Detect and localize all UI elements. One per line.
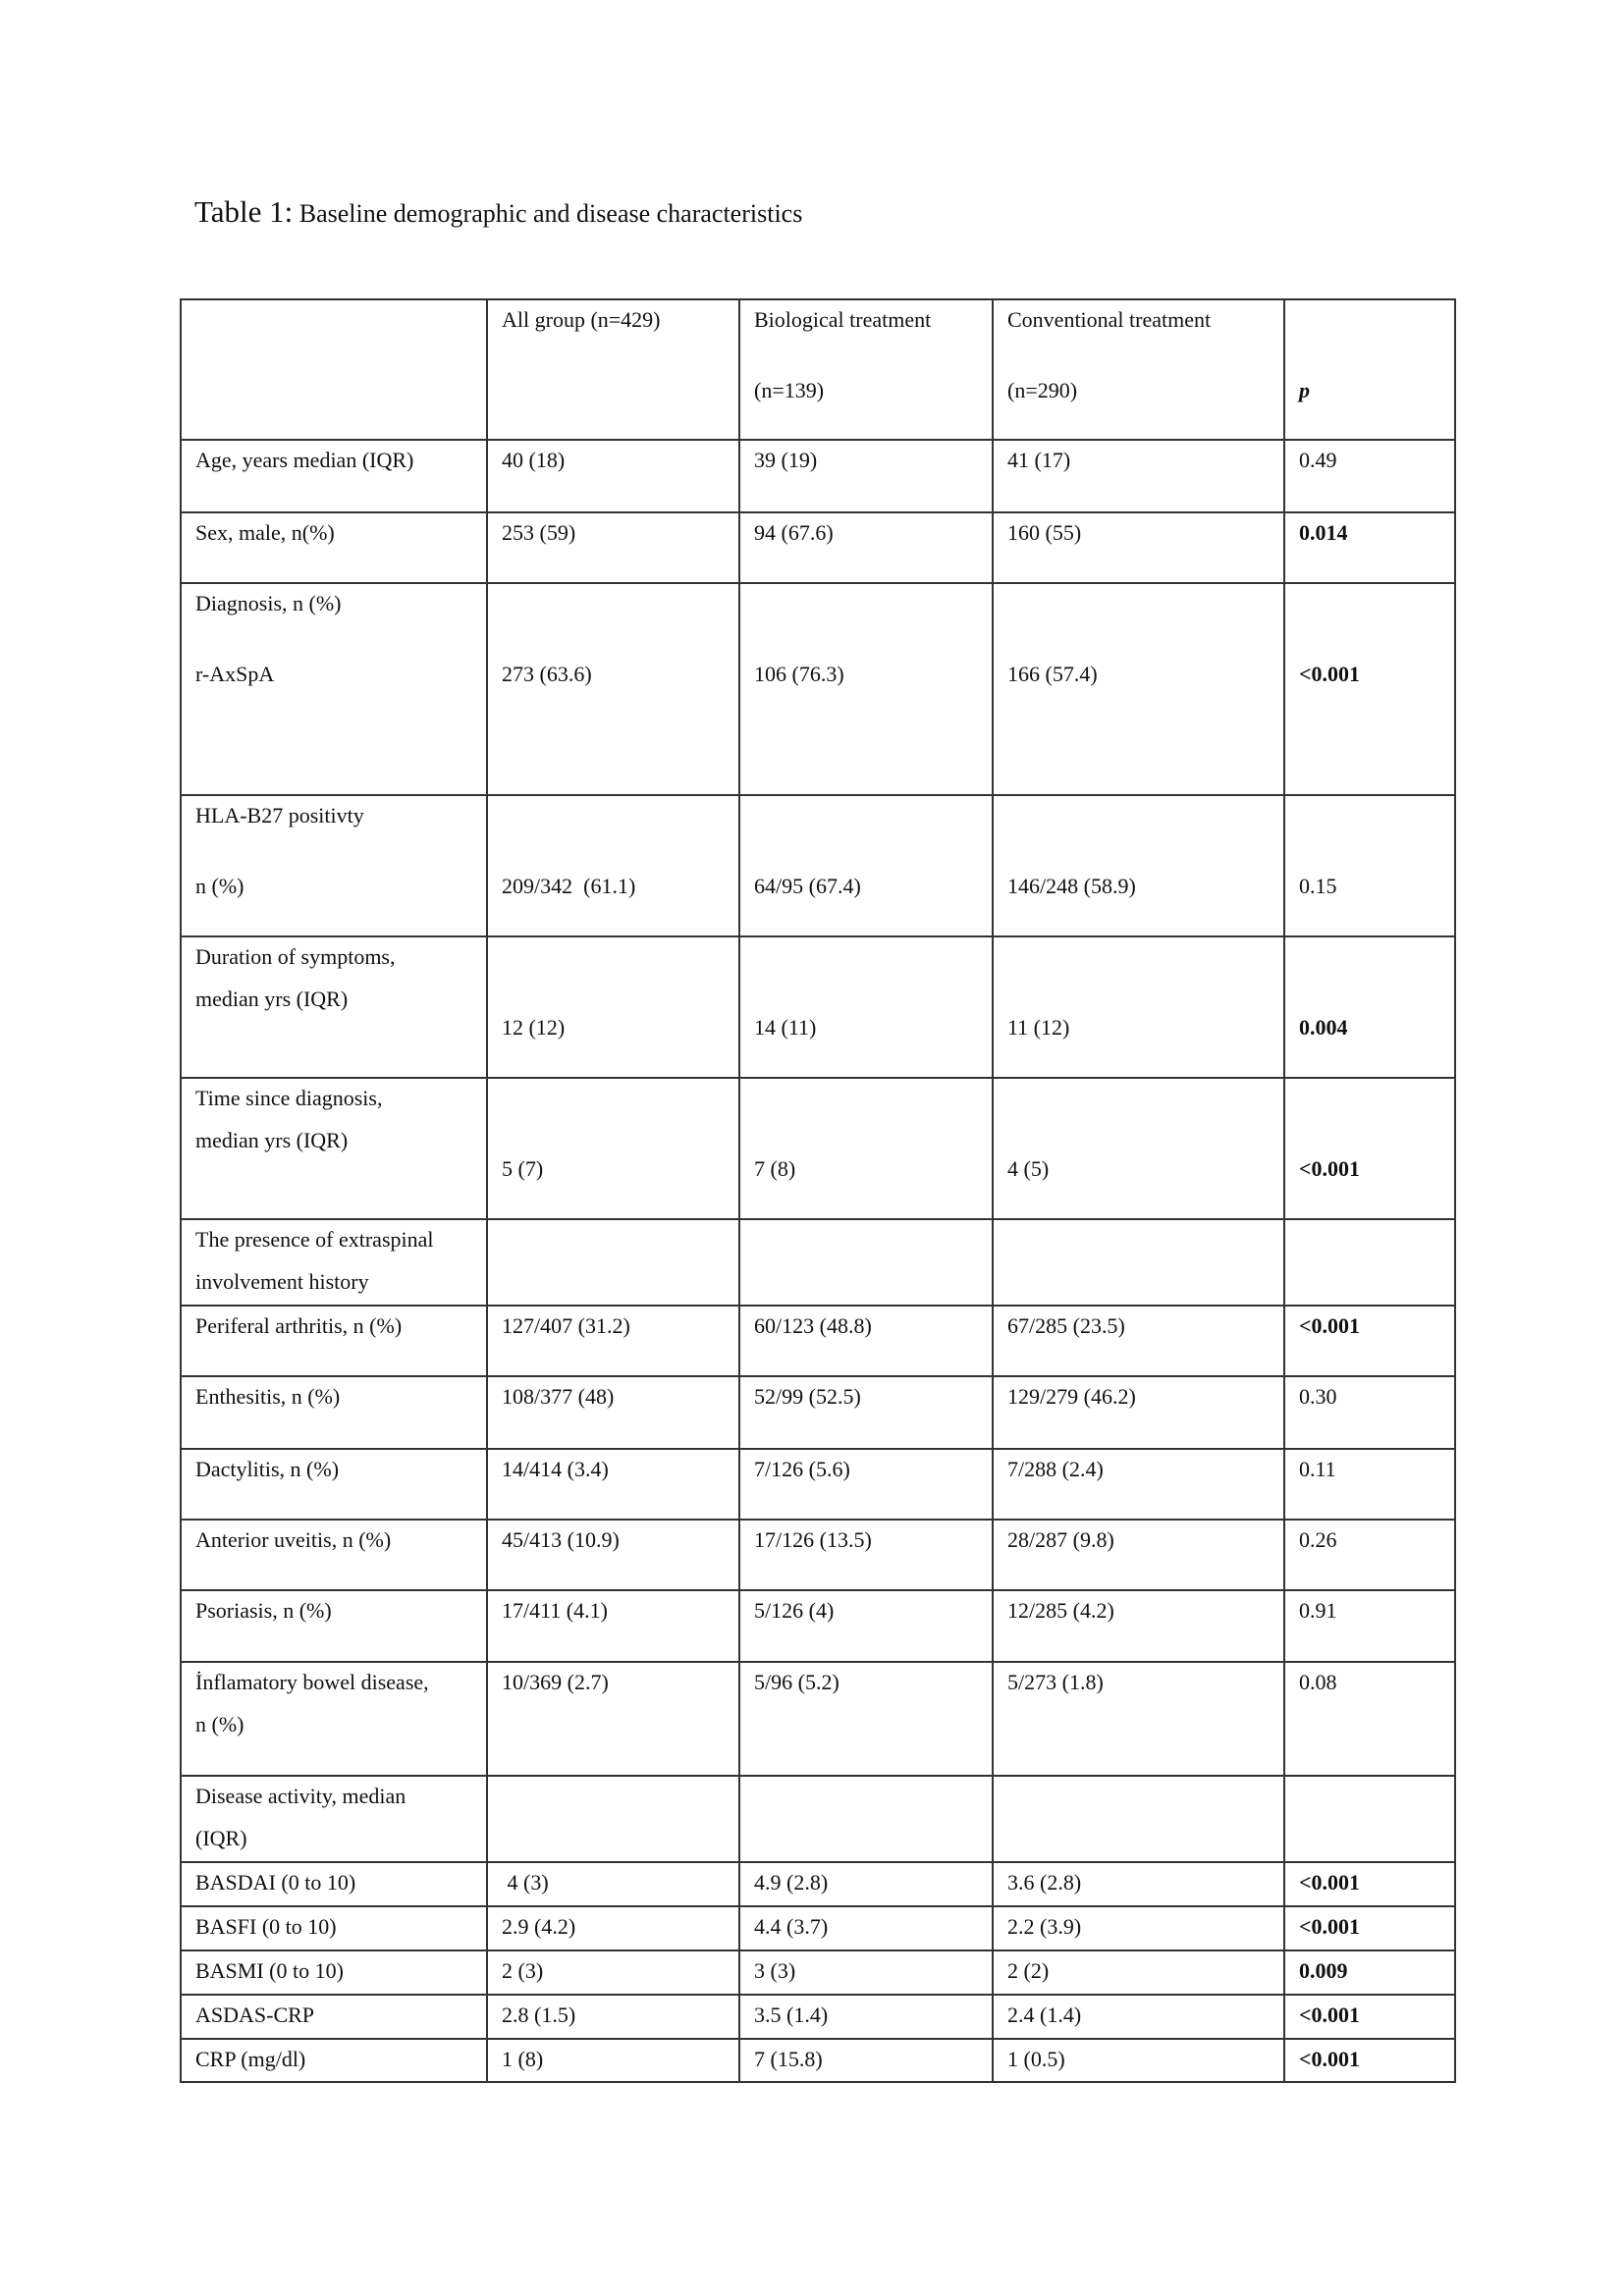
row-label-line: BASMI (0 to 10)	[195, 1958, 344, 1983]
conventional-value	[993, 2039, 1284, 2082]
biological-value	[739, 1449, 993, 1520]
header-biological-line: Biological treatment	[754, 307, 932, 332]
conventional-value	[993, 1078, 1284, 1219]
conventional-value	[993, 583, 1284, 795]
p-value-text: 0.11	[1299, 1457, 1336, 1481]
row-label	[181, 1590, 487, 1662]
all-group-value	[487, 936, 739, 1078]
conventional-value	[993, 1376, 1284, 1449]
table-row	[181, 1306, 1455, 1376]
row-label	[181, 1995, 487, 2039]
biological-value	[739, 1590, 993, 1662]
biological-value	[739, 1776, 993, 1862]
p-value	[1284, 1306, 1455, 1376]
header-p	[1284, 299, 1455, 440]
biological-value	[739, 512, 993, 583]
p-value	[1284, 1995, 1455, 2039]
table-row	[181, 1906, 1455, 1950]
biological-value-text: 7/126 (5.6)	[754, 1457, 850, 1481]
p-value-text: <0.001	[1299, 1870, 1361, 1895]
all-group-value	[487, 1950, 739, 1995]
all-group-value-text: 40 (18)	[502, 448, 566, 472]
conventional-value-text: 5/273 (1.8)	[1007, 1670, 1104, 1694]
all-group-value	[487, 1862, 739, 1906]
p-value-text: 0.26	[1299, 1527, 1337, 1552]
table-row	[181, 440, 1455, 512]
row-label-line: Disease activity, median	[195, 1784, 406, 1808]
all-group-value-text: 17/411 (4.1)	[502, 1598, 608, 1623]
all-group-value-text: 2.8 (1.5)	[502, 2002, 576, 2027]
p-value	[1284, 936, 1455, 1078]
biological-value-text: 14 (11)	[754, 1015, 817, 1040]
row-label-line: r-AxSpA	[195, 662, 275, 686]
header-row	[181, 299, 1455, 440]
conventional-value-text: 67/285 (23.5)	[1007, 1313, 1125, 1338]
p-value	[1284, 1776, 1455, 1862]
table-row	[181, 583, 1455, 795]
biological-value	[739, 1862, 993, 1906]
conventional-value	[993, 936, 1284, 1078]
all-group-value	[487, 1219, 739, 1306]
biological-value-text: 7 (8)	[754, 1156, 796, 1181]
p-value	[1284, 1950, 1455, 1995]
p-value	[1284, 583, 1455, 795]
biological-value-text: 4.4 (3.7)	[754, 1914, 829, 1939]
all-group-value-text: 4 (3)	[502, 1870, 549, 1895]
row-label	[181, 1776, 487, 1862]
p-value-text: 0.009	[1299, 1958, 1348, 1983]
table-row	[181, 512, 1455, 583]
p-value-text: <0.001	[1299, 1914, 1361, 1939]
all-group-value	[487, 440, 739, 512]
biological-value-text: 4.9 (2.8)	[754, 1870, 829, 1895]
row-label	[181, 2039, 487, 2082]
row-label	[181, 936, 487, 1078]
all-group-value	[487, 1590, 739, 1662]
all-group-value	[487, 1520, 739, 1590]
p-value	[1284, 1906, 1455, 1950]
conventional-value-text: 1 (0.5)	[1007, 2047, 1065, 2071]
biological-value-text: 5/96 (5.2)	[754, 1670, 839, 1694]
biological-value-text: 3.5 (1.4)	[754, 2002, 829, 2027]
biological-value	[739, 1662, 993, 1776]
row-label-line: The presence of extraspinal	[195, 1227, 434, 1252]
row-label-line: BASFI (0 to 10)	[195, 1914, 337, 1939]
p-value-text: <0.001	[1299, 2002, 1361, 2027]
conventional-value	[993, 1776, 1284, 1862]
biological-value	[739, 583, 993, 795]
conventional-value-text: 2 (2)	[1007, 1958, 1050, 1983]
p-value-text: 0.91	[1299, 1598, 1337, 1623]
row-label-line: Psoriasis, n (%)	[195, 1598, 332, 1623]
conventional-value	[993, 795, 1284, 936]
all-group-value-text: 12 (12)	[502, 1015, 566, 1040]
row-label	[181, 1219, 487, 1306]
biological-value	[739, 936, 993, 1078]
p-value	[1284, 1590, 1455, 1662]
header-biological	[739, 299, 993, 440]
biological-value-text: 94 (67.6)	[754, 520, 834, 545]
conventional-value	[993, 440, 1284, 512]
conventional-value-text: 2.2 (3.9)	[1007, 1914, 1082, 1939]
row-label	[181, 512, 487, 583]
header-all-group-line: All group (n=429)	[502, 307, 661, 332]
biological-value	[739, 1995, 993, 2039]
table-row	[181, 1520, 1455, 1590]
row-label-line: Periferal arthritis, n (%)	[195, 1313, 403, 1338]
biological-value-text: 106 (76.3)	[754, 662, 844, 686]
all-group-value-text: 209/342 (61.1)	[502, 874, 636, 898]
row-label	[181, 795, 487, 936]
table-row	[181, 1376, 1455, 1449]
biological-value-text: 60/123 (48.8)	[754, 1313, 872, 1338]
biological-value	[739, 1078, 993, 1219]
row-label	[181, 1449, 487, 1520]
p-value	[1284, 1662, 1455, 1776]
conventional-value-text: 4 (5)	[1007, 1156, 1050, 1181]
row-label-line: İnflamatory bowel disease,	[195, 1670, 429, 1694]
row-label-line: median yrs (IQR)	[195, 1128, 349, 1152]
table-row	[181, 795, 1455, 936]
biological-value	[739, 1376, 993, 1449]
row-label-line: Dactylitis, n (%)	[195, 1457, 340, 1481]
row-label	[181, 1520, 487, 1590]
row-label-line: CRP (mg/dl)	[195, 2047, 306, 2071]
row-label-line: Sex, male, n(%)	[195, 520, 335, 545]
row-label	[181, 1662, 487, 1776]
conventional-value-text: 12/285 (4.2)	[1007, 1598, 1114, 1623]
biological-value	[739, 1520, 993, 1590]
conventional-value-text: 166 (57.4)	[1007, 662, 1098, 686]
row-label-line: Time since diagnosis,	[195, 1086, 383, 1110]
conventional-value	[993, 1906, 1284, 1950]
all-group-value	[487, 2039, 739, 2082]
all-group-value-text: 127/407 (31.2)	[502, 1313, 630, 1338]
conventional-value	[993, 1590, 1284, 1662]
row-label	[181, 1906, 487, 1950]
biological-value	[739, 2039, 993, 2082]
header-conventional	[993, 299, 1284, 440]
p-value-text: 0.30	[1299, 1384, 1337, 1409]
biological-value-text: 5/126 (4)	[754, 1598, 835, 1623]
row-label	[181, 1306, 487, 1376]
header-biological-line: (n=139)	[754, 378, 825, 402]
row-label-line: Duration of symptoms,	[195, 944, 396, 969]
biological-value-text: 52/99 (52.5)	[754, 1384, 861, 1409]
all-group-value-text: 5 (7)	[502, 1156, 544, 1181]
all-group-value-text: 273 (63.6)	[502, 662, 592, 686]
conventional-value-text: 2.4 (1.4)	[1007, 2002, 1082, 2027]
p-value-text: <0.001	[1299, 1156, 1361, 1181]
p-value	[1284, 440, 1455, 512]
conventional-value-text: 3.6 (2.8)	[1007, 1870, 1082, 1895]
biological-value	[739, 1950, 993, 1995]
all-group-value-text: 253 (59)	[502, 520, 576, 545]
p-value	[1284, 2039, 1455, 2082]
biological-value-text: 3 (3)	[754, 1958, 796, 1983]
conventional-value	[993, 1950, 1284, 1995]
p-value-text: 0.49	[1299, 448, 1337, 472]
row-label-line: involvement history	[195, 1269, 369, 1294]
row-label-line: median yrs (IQR)	[195, 987, 349, 1011]
row-label-line: Anterior uveitis, n (%)	[195, 1527, 392, 1552]
conventional-value	[993, 512, 1284, 583]
all-group-value	[487, 1995, 739, 2039]
header-p-line: p	[1299, 378, 1310, 402]
conventional-value-text: 28/287 (9.8)	[1007, 1527, 1114, 1552]
table-row	[181, 1950, 1455, 1995]
conventional-value	[993, 1449, 1284, 1520]
row-label	[181, 1950, 487, 1995]
table-row	[181, 1662, 1455, 1776]
table-caption: Baseline demographic and disease characteristics	[293, 199, 803, 228]
row-label-line: ASDAS-CRP	[195, 2002, 315, 2027]
biological-value-text: 17/126 (13.5)	[754, 1527, 872, 1552]
row-label-line: HLA-B27 positivty	[195, 803, 364, 828]
all-group-value	[487, 1078, 739, 1219]
row-label	[181, 1078, 487, 1219]
all-group-value	[487, 1376, 739, 1449]
p-value	[1284, 512, 1455, 583]
biological-value-text: 39 (19)	[754, 448, 818, 472]
row-label-line: Age, years median (IQR)	[195, 448, 414, 472]
row-label-line: (IQR)	[195, 1826, 247, 1850]
biological-value	[739, 440, 993, 512]
table-row	[181, 1590, 1455, 1662]
p-value-text: 0.08	[1299, 1670, 1337, 1694]
conventional-value	[993, 1520, 1284, 1590]
header-conventional-line: (n=290)	[1007, 378, 1078, 402]
all-group-value-text: 2.9 (4.2)	[502, 1914, 576, 1939]
p-value-text: 0.15	[1299, 874, 1337, 898]
p-value	[1284, 795, 1455, 936]
table-row	[181, 1776, 1455, 1862]
all-group-value	[487, 1776, 739, 1862]
table-row	[181, 1995, 1455, 2039]
row-label-line: n (%)	[195, 1712, 244, 1736]
conventional-value-text: 160 (55)	[1007, 520, 1082, 545]
p-value	[1284, 1219, 1455, 1306]
header-conventional-line: Conventional treatment	[1007, 307, 1212, 332]
all-group-value	[487, 1906, 739, 1950]
conventional-value	[993, 1306, 1284, 1376]
p-value	[1284, 1862, 1455, 1906]
conventional-value-text: 11 (12)	[1007, 1015, 1070, 1040]
conventional-value-text: 146/248 (58.9)	[1007, 874, 1136, 898]
conventional-value-text: 41 (17)	[1007, 448, 1071, 472]
row-label	[181, 440, 487, 512]
all-group-value	[487, 512, 739, 583]
biological-value	[739, 795, 993, 936]
all-group-value-text: 10/369 (2.7)	[502, 1670, 609, 1694]
row-label-line: BASDAI (0 to 10)	[195, 1870, 356, 1895]
row-label	[181, 1376, 487, 1449]
row-label	[181, 1862, 487, 1906]
table-row	[181, 936, 1455, 1078]
table-row	[181, 1449, 1455, 1520]
p-value	[1284, 1520, 1455, 1590]
table-row	[181, 1862, 1455, 1906]
all-group-value-text: 1 (8)	[502, 2047, 544, 2071]
p-value-text: <0.001	[1299, 2047, 1361, 2071]
biological-value	[739, 1906, 993, 1950]
all-group-value	[487, 1449, 739, 1520]
p-value-text: <0.001	[1299, 662, 1361, 686]
row-label	[181, 583, 487, 795]
biological-value	[739, 1219, 993, 1306]
p-value	[1284, 1078, 1455, 1219]
row-label-line: Enthesitis, n (%)	[195, 1384, 341, 1409]
biological-value-text: 64/95 (67.4)	[754, 874, 861, 898]
conventional-value	[993, 1995, 1284, 2039]
conventional-value	[993, 1662, 1284, 1776]
all-group-value-text: 45/413 (10.9)	[502, 1527, 620, 1552]
p-value-text: 0.004	[1299, 1015, 1348, 1040]
table-row	[181, 1078, 1455, 1219]
p-value	[1284, 1376, 1455, 1449]
baseline-characteristics-table	[180, 298, 1456, 2083]
all-group-value	[487, 1306, 739, 1376]
all-group-value	[487, 583, 739, 795]
all-group-value	[487, 795, 739, 936]
table-title	[194, 194, 802, 230]
header-blank	[181, 299, 487, 440]
conventional-value-text: 129/279 (46.2)	[1007, 1384, 1136, 1409]
all-group-value	[487, 1662, 739, 1776]
conventional-value-text: 7/288 (2.4)	[1007, 1457, 1104, 1481]
row-label-line: n (%)	[195, 874, 244, 898]
header-all-group	[487, 299, 739, 440]
table-row	[181, 1219, 1455, 1306]
biological-value	[739, 1306, 993, 1376]
p-value-text: 0.014	[1299, 520, 1348, 545]
all-group-value-text: 2 (3)	[502, 1958, 544, 1983]
p-value-text: <0.001	[1299, 1313, 1361, 1338]
biological-value-text: 7 (15.8)	[754, 2047, 823, 2071]
row-label-line: Diagnosis, n (%)	[195, 591, 342, 615]
conventional-value	[993, 1219, 1284, 1306]
table-row	[181, 2039, 1455, 2082]
all-group-value-text: 108/377 (48)	[502, 1384, 615, 1409]
p-value	[1284, 1449, 1455, 1520]
conventional-value	[993, 1862, 1284, 1906]
table-number: Table 1:	[194, 194, 294, 229]
all-group-value-text: 14/414 (3.4)	[502, 1457, 609, 1481]
